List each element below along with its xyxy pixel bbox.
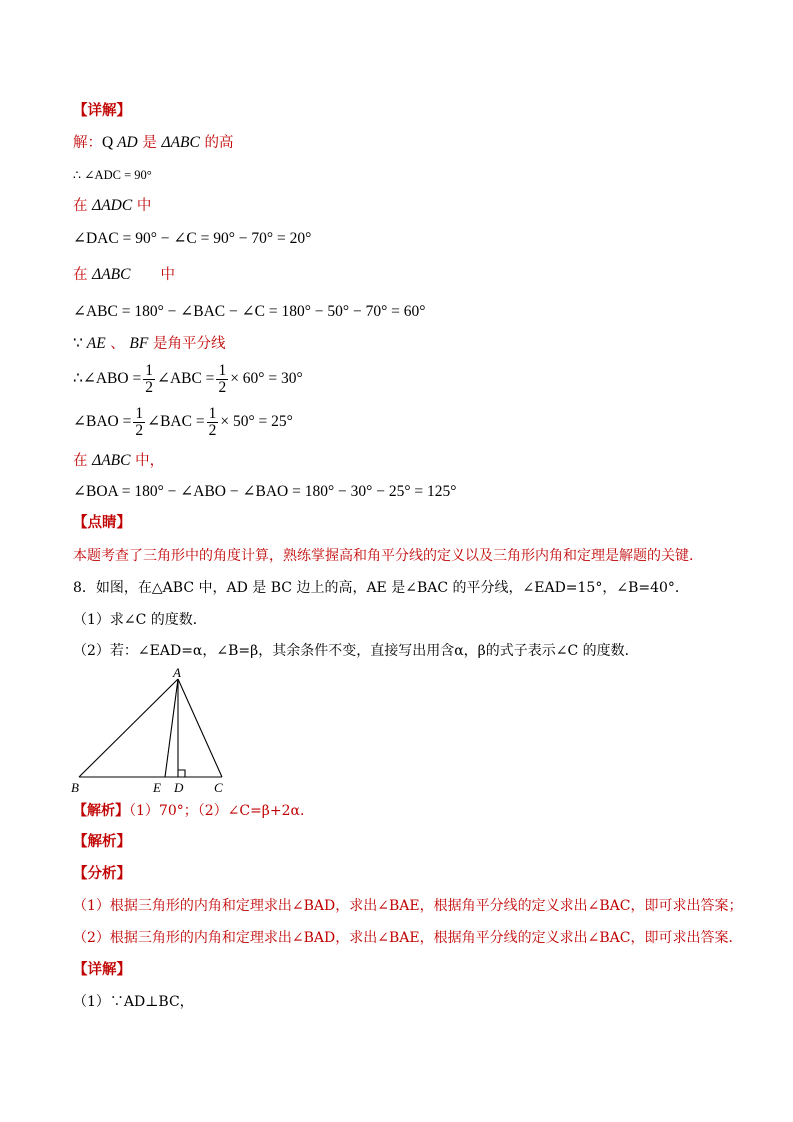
side-ab [79, 679, 178, 777]
heading-analysis: 【解析】 [73, 833, 131, 850]
label-c: C [214, 780, 223, 795]
problem-8-question-2: （2）若：∠EAD=α，∠B=β，其余条件不变，直接写出用含α，β的式子表示∠C 的度数． [73, 643, 639, 659]
heading-detail-2: 【详解】 [73, 961, 131, 978]
detail-line-1: （1）∵AD⊥BC， [73, 994, 194, 1010]
solution-line-2: ∴ ∠ADC = 90° [73, 168, 152, 182]
fraction-half: $\frac{1}{2}$ [218, 361, 227, 396]
fenxi-2: （2）根据三角形的内角和定理求出∠BAD，求出∠BAE，根据角平分线的定义求出∠BAC，即可求出答案． [73, 930, 743, 946]
heading-comment: 【点睛】 [73, 514, 131, 531]
triangle-figure [65, 664, 245, 798]
solution-line-6: ∠ABC = 180° − ∠BAC − ∠C = 180° − 50° − 70° = 60° [73, 303, 426, 320]
solution-line-4: ∠DAC = 90° − ∠C = 90° − 70° = 20° [73, 230, 312, 247]
comment-text: 本题考查了三角形中的角度计算，熟练掌握高和角平分线的定义以及三角形内角和定理是解题的关键. [73, 548, 694, 564]
side-ac [178, 679, 222, 777]
fraction-half: $\frac{1}{2}$ [135, 404, 144, 439]
solution-line-5: 在 ΔABC 中 [73, 266, 175, 283]
fenxi-1: （1）根据三角形的内角和定理求出∠BAD，求出∠BAE，根据角平分线的定义求出∠BAC，即可求出答案； [73, 898, 743, 914]
right-angle-mark [178, 770, 185, 777]
label-b: B [71, 780, 79, 795]
label-d: D [174, 780, 184, 795]
label-e: E [153, 780, 161, 795]
problem-8-question-1: （1）求∠C 的度数． [73, 612, 207, 628]
heading-detail-1: 【详解】 [73, 102, 131, 119]
fraction-half: $\frac{1}{2}$ [208, 404, 217, 439]
solution-line-10: 在 ΔABC 中， [73, 452, 165, 469]
solution-line-7: ∵ AE 、 BF 是角平分线 [73, 335, 226, 352]
problem-8-stem: 8．如图，在△ABC 中，AD 是 BC 边上的高，AE 是∠BAC 的平分线，∠EAD=15°，∠B=40°． [73, 580, 689, 596]
solution-line-8: ∴∠ABO = $\frac{1}{2}$ ∠ABC = $\frac{1}{2}$ × 60° = 30° [73, 361, 303, 396]
solution-line-1: 解：Q AD 是 ΔABC 的高 [73, 134, 234, 151]
label-a: A [173, 665, 181, 680]
answer-line: 【解析】（1）70°；（2）∠C=β+2α． [73, 803, 314, 819]
bisector-ae [165, 679, 178, 777]
fraction-half: $\frac{1}{2}$ [145, 361, 153, 396]
heading-fenxi: 【分析】 [73, 865, 131, 882]
solution-line-9: ∠BAO = $\frac{1}{2}$ ∠BAC = $\frac{1}{2}$ × 50° = 25° [73, 404, 293, 439]
solution-line-3: 在 ΔADC 中 [73, 197, 152, 214]
solution-line-11: ∠BOA = 180° − ∠ABO − ∠BAO = 180° − 30° − 25° = 125° [73, 483, 457, 500]
